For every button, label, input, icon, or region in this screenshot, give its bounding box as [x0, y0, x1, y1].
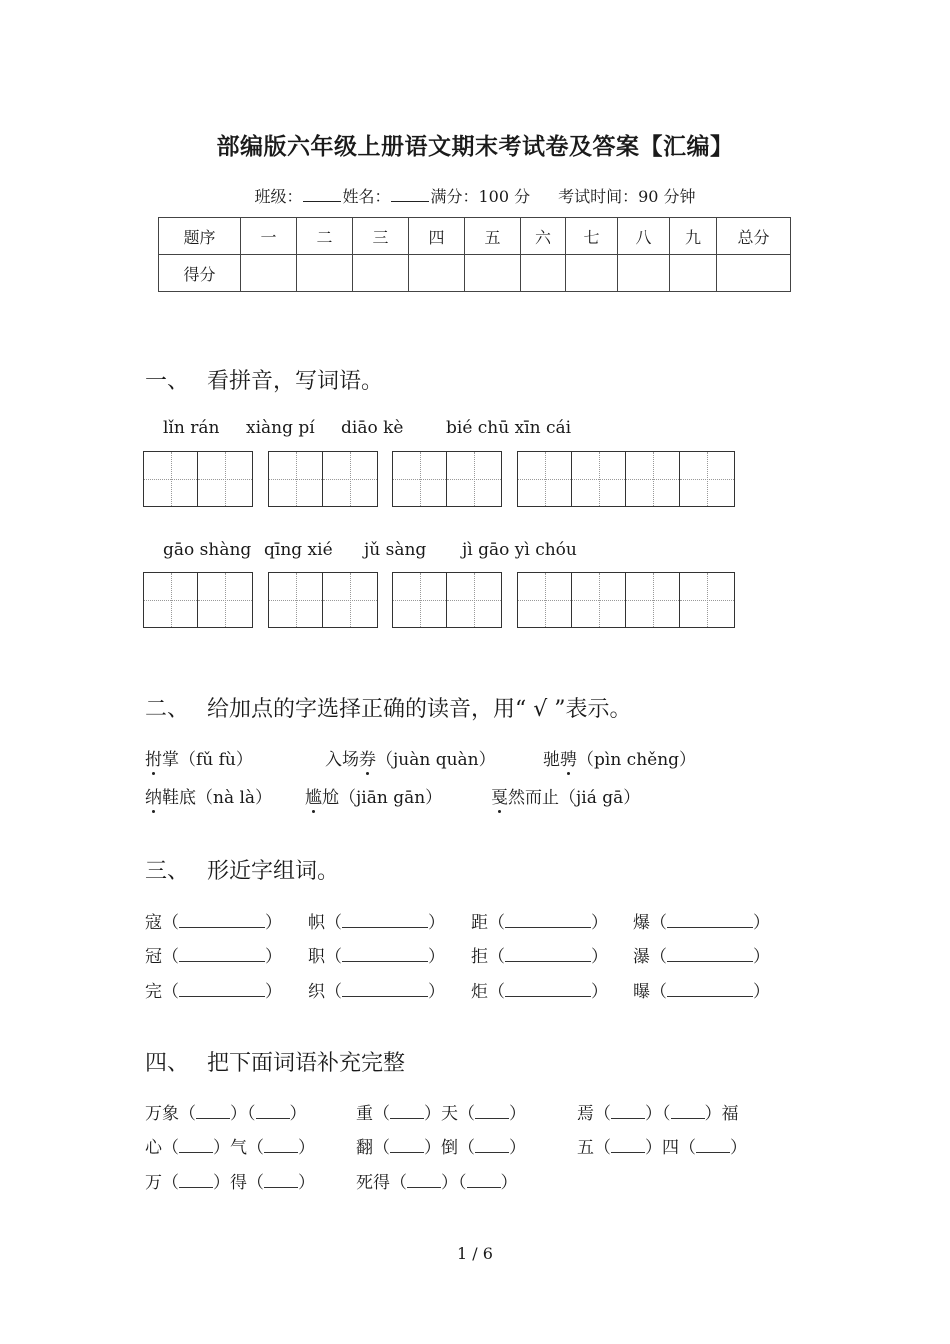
page-title: 部编版六年级上册语文期末考试卷及答案【汇编】 — [216, 133, 734, 160]
reading-options[interactable]: （pìn chěng） — [577, 750, 697, 770]
reading-item — [543, 745, 696, 770]
idiom-item — [577, 1099, 739, 1124]
answer-blank[interactable] — [264, 1172, 298, 1188]
idiom-fragment: ）倒（ — [424, 1138, 475, 1158]
answer-blank[interactable] — [475, 1137, 509, 1153]
answer-blank[interactable] — [505, 946, 591, 962]
section-number: 三、 — [145, 859, 190, 884]
base-char: 帜 — [308, 913, 325, 933]
idiom-fragment: ）（ — [230, 1104, 256, 1124]
writing-grid[interactable] — [517, 572, 735, 628]
section-title: 形近字组词。 — [207, 859, 340, 884]
pinyin-6: qīng xié — [264, 540, 333, 560]
dotted-char: 戛 — [491, 783, 508, 808]
table-cell: 二 — [297, 218, 353, 255]
section-1-heading — [145, 364, 383, 395]
answer-blank[interactable] — [342, 912, 428, 928]
answer-blank[interactable] — [671, 1103, 705, 1119]
answer-blank[interactable] — [475, 1103, 509, 1119]
base-char: 职 — [308, 947, 325, 967]
word-formation-item: 距（ ） — [471, 913, 608, 933]
idiom-fragment: ） — [509, 1104, 526, 1124]
idiom-fragment: ） — [289, 1104, 307, 1124]
section-title: 看拼音，写词语。 — [207, 369, 384, 394]
dotted-char: 券 — [359, 745, 376, 770]
idiom-fragment: ）气（ — [213, 1138, 264, 1158]
reading-item — [145, 783, 272, 808]
word-formation-item: 炬（ ） — [471, 982, 608, 1002]
section-number: 一、 — [145, 369, 190, 394]
answer-blank[interactable] — [505, 912, 591, 928]
table-cell: 题序 — [159, 218, 241, 255]
section-title: 给加点的字选择正确的读音，用“ √ ”表示。 — [207, 697, 632, 722]
answer-blank[interactable] — [390, 1103, 424, 1119]
section-2-heading — [145, 692, 632, 723]
reading-item — [491, 783, 640, 808]
score-table-score-row — [159, 255, 791, 292]
score-input-cell[interactable] — [670, 255, 717, 292]
writing-grid[interactable] — [392, 572, 502, 628]
score-input-cell[interactable] — [297, 255, 353, 292]
answer-blank[interactable] — [179, 981, 265, 997]
answer-blank[interactable] — [179, 1137, 213, 1153]
score-input-cell[interactable] — [521, 255, 566, 292]
answer-blank[interactable] — [179, 1172, 213, 1188]
score-input-cell[interactable] — [241, 255, 297, 292]
exam-time-label: 考试时间：90 分钟 — [558, 187, 696, 206]
table-cell: 得分 — [159, 255, 241, 292]
word-formation-item: 完（ ） — [145, 982, 282, 1002]
word-rest: 鞋底 — [162, 788, 196, 808]
answer-blank[interactable] — [256, 1103, 290, 1119]
idiom-item — [356, 1133, 526, 1158]
answer-blank[interactable] — [342, 981, 428, 997]
idiom-item — [145, 1168, 315, 1193]
idiom-fragment: 重（ — [356, 1104, 390, 1124]
word-formation-item: 织（ ） — [308, 982, 445, 1002]
writing-grid[interactable] — [268, 451, 378, 507]
base-char: 冠 — [145, 947, 162, 967]
table-cell: 一 — [241, 218, 297, 255]
answer-blank[interactable] — [667, 912, 753, 928]
idiom-fragment: ）（ — [441, 1173, 467, 1193]
writing-grid[interactable] — [517, 451, 735, 507]
answer-blank[interactable] — [611, 1137, 645, 1153]
answer-blank[interactable] — [179, 912, 265, 928]
word-formation-item: 寇（ ） — [145, 913, 282, 933]
pinyin-5: gāo shàng — [163, 540, 252, 560]
writing-grid[interactable] — [143, 451, 253, 507]
answer-blank[interactable] — [467, 1172, 501, 1188]
reading-options[interactable]: 尬（jiān gān） — [322, 788, 443, 808]
pinyin-7: jǔ sàng — [364, 540, 427, 560]
idiom-fragment: ） — [509, 1138, 526, 1158]
idiom-fragment: 万（ — [145, 1173, 179, 1193]
table-cell: 四 — [409, 218, 465, 255]
class-blank[interactable] — [303, 187, 341, 202]
idiom-item — [145, 1133, 315, 1158]
section-number: 二、 — [145, 697, 190, 722]
section-number: 四、 — [145, 1051, 190, 1076]
dotted-char: 拊 — [145, 745, 162, 770]
section-title: 把下面词语补充完整 — [207, 1051, 406, 1076]
pinyin-2: xiàng pí — [246, 418, 315, 438]
idiom-fragment: ）（ — [645, 1104, 671, 1124]
base-char: 寇 — [145, 913, 162, 933]
base-char: 曝 — [633, 982, 650, 1002]
reading-options[interactable]: 然而止（jiá gā） — [508, 788, 641, 808]
idiom-fragment: ） — [298, 1138, 315, 1158]
section-4-heading — [145, 1046, 405, 1077]
answer-blank[interactable] — [390, 1137, 424, 1153]
word-formation-item: 瀑（ ） — [633, 947, 770, 967]
idiom-fragment: 心（ — [145, 1138, 179, 1158]
class-label: 班级： — [254, 187, 303, 206]
reading-options[interactable]: （juàn quàn） — [376, 750, 496, 770]
idiom-item — [577, 1133, 747, 1158]
word-formation-item: 帜（ ） — [308, 913, 445, 933]
idiom-fragment: 死得（ — [356, 1173, 407, 1193]
reading-options[interactable]: 掌（fǔ fù） — [162, 750, 253, 770]
idiom-fragment: ）天（ — [424, 1104, 475, 1124]
word-formation-item: 冠（ ） — [145, 947, 282, 967]
idiom-fragment: 五（ — [577, 1138, 611, 1158]
pinyin-1: lǐn rán — [163, 418, 220, 438]
reading-item — [305, 783, 442, 808]
name-blank[interactable] — [391, 187, 429, 202]
reading-item — [325, 745, 496, 770]
page-number: 1 / 6 — [457, 1244, 493, 1263]
dotted-char: 纳 — [145, 783, 162, 808]
score-table — [158, 217, 791, 292]
idiom-fragment: 翻（ — [356, 1138, 390, 1158]
score-input-cell[interactable] — [717, 255, 791, 292]
idiom-item — [145, 1099, 307, 1124]
table-cell: 总分 — [717, 218, 791, 255]
table-cell: 七 — [566, 218, 618, 255]
idiom-fragment: 焉（ — [577, 1104, 611, 1124]
word-prefix: 驰 — [543, 750, 560, 770]
idiom-fragment: ） — [500, 1173, 518, 1193]
word-prefix: 入场 — [325, 750, 359, 770]
pinyin-3: diāo kè — [341, 418, 404, 438]
pinyin-8: jì gāo yì chóu — [462, 540, 577, 560]
base-char: 瀑 — [633, 947, 650, 967]
base-char: 织 — [308, 982, 325, 1002]
idiom-fragment: ）四（ — [645, 1138, 696, 1158]
table-cell: 五 — [465, 218, 521, 255]
section-3-heading — [145, 854, 339, 885]
answer-blank[interactable] — [179, 946, 265, 962]
table-cell: 三 — [353, 218, 409, 255]
writing-grid[interactable] — [268, 572, 378, 628]
idiom-fragment: ） — [298, 1173, 315, 1193]
dotted-char: 尴 — [305, 783, 322, 808]
score-input-cell[interactable] — [409, 255, 465, 292]
reading-options[interactable]: （nà là） — [196, 788, 273, 808]
exam-info — [0, 184, 950, 207]
idiom-fragment: 万象（ — [145, 1104, 196, 1124]
base-char: 爆 — [633, 913, 650, 933]
pinyin-4: bié chū xīn cái — [446, 418, 572, 438]
score-input-cell[interactable] — [465, 255, 521, 292]
word-formation-item: 曝（ ） — [633, 982, 770, 1002]
answer-blank[interactable] — [667, 981, 753, 997]
score-input-cell[interactable] — [618, 255, 670, 292]
base-char: 拒 — [471, 947, 488, 967]
idiom-fragment: ）福 — [704, 1104, 739, 1124]
name-label: 姓名： — [342, 187, 391, 206]
dotted-char: 骋 — [560, 745, 577, 770]
answer-blank[interactable] — [611, 1103, 645, 1119]
base-char: 炬 — [471, 982, 488, 1002]
answer-blank[interactable] — [407, 1172, 441, 1188]
score-input-cell[interactable] — [566, 255, 618, 292]
table-cell: 八 — [618, 218, 670, 255]
table-cell: 六 — [521, 218, 566, 255]
idiom-fragment: ） — [730, 1138, 747, 1158]
score-table-header-row — [159, 218, 791, 255]
full-score-label: 满分：100 分 — [430, 187, 531, 206]
word-formation-item: 职（ ） — [308, 947, 445, 967]
answer-blank[interactable] — [505, 981, 591, 997]
idiom-fragment: ）得（ — [213, 1173, 264, 1193]
answer-blank[interactable] — [667, 946, 753, 962]
answer-blank[interactable] — [696, 1137, 730, 1153]
score-input-cell[interactable] — [353, 255, 409, 292]
answer-blank[interactable] — [342, 946, 428, 962]
writing-grid[interactable] — [392, 451, 502, 507]
word-formation-item: 爆（ ） — [633, 913, 770, 933]
answer-blank[interactable] — [264, 1137, 298, 1153]
base-char: 距 — [471, 913, 488, 933]
writing-grid[interactable] — [143, 572, 253, 628]
table-cell: 九 — [670, 218, 717, 255]
idiom-item — [356, 1168, 518, 1193]
reading-item — [145, 745, 253, 770]
answer-blank[interactable] — [196, 1103, 230, 1119]
base-char: 完 — [145, 982, 162, 1002]
word-formation-item: 拒（ ） — [471, 947, 608, 967]
idiom-item — [356, 1099, 526, 1124]
